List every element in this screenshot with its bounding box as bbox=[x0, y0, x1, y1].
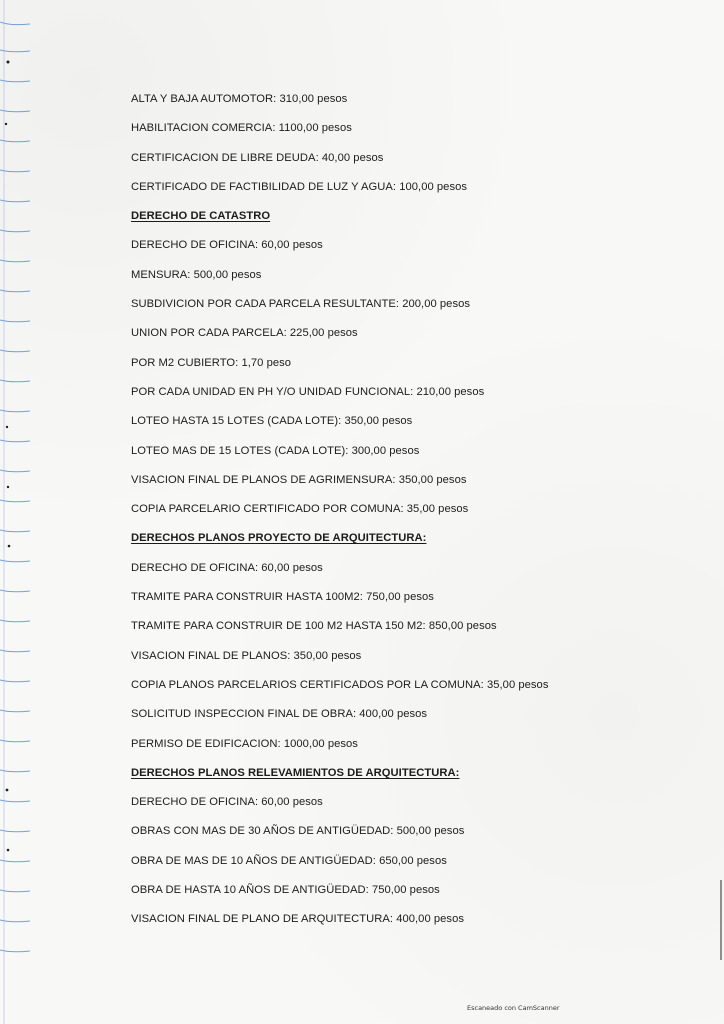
fee-line bbox=[131, 645, 691, 674]
section-heading bbox=[131, 527, 691, 556]
scanner-watermark: Escaneado con CamScanner bbox=[467, 1004, 560, 1012]
fee-line bbox=[131, 674, 691, 703]
fee-line bbox=[131, 703, 691, 732]
fee-line bbox=[131, 410, 691, 439]
fee-line-text: HABILITACION COMERCIA: 1100,00 pesos bbox=[131, 122, 352, 135]
fee-line bbox=[131, 440, 691, 469]
fee-line-text: LOTEO HASTA 15 LOTES (CADA LOTE): 350,00 pesos bbox=[131, 415, 413, 428]
fee-line bbox=[131, 469, 691, 498]
fee-line bbox=[131, 733, 691, 762]
fee-line bbox=[131, 352, 691, 381]
fee-line-text: LOTEO MAS DE 15 LOTES (CADA LOTE): 300,00 pesos bbox=[131, 444, 420, 457]
fee-line-text: SUBDIVICION POR CADA PARCELA RESULTANTE: 200,00 pesos bbox=[131, 298, 471, 311]
fee-line bbox=[131, 791, 691, 820]
section-heading-text: DERECHOS PLANOS RELEVAMIENTOS DE ARQUITECTURA: bbox=[131, 766, 460, 779]
fee-line-text: TRAMITE PARA CONSTRUIR DE 100 M2 HASTA 150 M2: 850,00 pesos bbox=[131, 620, 497, 633]
fee-line-text: POR CADA UNIDAD EN PH Y/O UNIDAD FUNCIONAL: 210,00 pesos bbox=[131, 385, 485, 398]
section-heading-text: DERECHOS PLANOS PROYECTO DE ARQUITECTURA: bbox=[131, 532, 427, 545]
fee-line bbox=[131, 615, 691, 644]
fee-line-text: OBRA DE MAS DE 10 AÑOS DE ANTIGÜEDAD: 650,00 pesos bbox=[131, 854, 447, 867]
fee-line bbox=[131, 234, 691, 263]
section-heading-text: DERECHO DE CATASTRO bbox=[131, 210, 271, 223]
fee-line bbox=[131, 117, 691, 146]
section-heading bbox=[131, 762, 691, 791]
fee-line bbox=[131, 908, 691, 937]
fee-line bbox=[131, 264, 691, 293]
fee-list bbox=[131, 88, 691, 938]
fee-line bbox=[131, 381, 691, 410]
fee-line-text: DERECHO DE OFICINA: 60,00 pesos bbox=[131, 796, 323, 809]
fee-line bbox=[131, 879, 691, 908]
fee-line-text: CERTIFICADO DE FACTIBILIDAD DE LUZ Y AGUA: 100,00 pesos bbox=[131, 180, 468, 193]
fee-line bbox=[131, 147, 691, 176]
fee-line bbox=[131, 322, 691, 351]
fee-line-text: DERECHO DE OFICINA: 60,00 pesos bbox=[131, 561, 323, 574]
fee-line-text: PERMISO DE EDIFICACION: 1000,00 pesos bbox=[131, 737, 358, 750]
fee-line-text: COPIA PARCELARIO CERTIFICADO POR COMUNA: 35,00 pesos bbox=[131, 503, 469, 516]
fee-line-text: POR M2 CUBIERTO: 1,70 peso bbox=[131, 356, 292, 369]
fee-line-text: VISACION FINAL DE PLANOS: 350,00 pesos bbox=[131, 649, 362, 662]
fee-line bbox=[131, 498, 691, 527]
fee-line-text: VISACION FINAL DE PLANOS DE AGRIMENSURA: 350,00 pesos bbox=[131, 473, 467, 486]
fee-line-text: VISACION FINAL DE PLANO DE ARQUITECTURA: 400,00 pesos bbox=[131, 913, 464, 926]
fee-line-text: UNION POR CADA PARCELA: 225,00 pesos bbox=[131, 327, 358, 340]
section-heading bbox=[131, 205, 691, 234]
fee-line bbox=[131, 820, 691, 849]
fee-line bbox=[131, 88, 691, 117]
fee-line bbox=[131, 586, 691, 615]
fee-line-text: COPIA PLANOS PARCELARIOS CERTIFICADOS POR LA COMUNA: 35,00 pesos bbox=[131, 678, 549, 691]
fee-line-text: ALTA Y BAJA AUTOMOTOR: 310,00 pesos bbox=[131, 93, 348, 105]
fee-line-text: MENSURA: 500,00 pesos bbox=[131, 268, 262, 281]
fee-line-text: SOLICITUD INSPECCION FINAL DE OBRA: 400,00 pesos bbox=[131, 708, 428, 721]
fee-line bbox=[131, 293, 691, 322]
notebook-margin-lines bbox=[0, 0, 34, 1024]
fee-line-text: TRAMITE PARA CONSTRUIR HASTA 100M2: 750,00 pesos bbox=[131, 591, 434, 604]
page-edge-shadow bbox=[712, 0, 724, 1024]
fee-line-text: OBRA DE HASTA 10 AÑOS DE ANTIGÜEDAD: 750,00 pesos bbox=[131, 884, 440, 897]
fee-line bbox=[131, 557, 691, 586]
fee-line bbox=[131, 176, 691, 205]
fee-line bbox=[131, 850, 691, 879]
fee-line-text: DERECHO DE OFICINA: 60,00 pesos bbox=[131, 239, 323, 252]
fee-line-text: CERTIFICACION DE LIBRE DEUDA: 40,00 pesos bbox=[131, 151, 384, 164]
fee-line-text: OBRAS CON MAS DE 30 AÑOS DE ANTIGÜEDAD: 500,00 pesos bbox=[131, 825, 465, 838]
